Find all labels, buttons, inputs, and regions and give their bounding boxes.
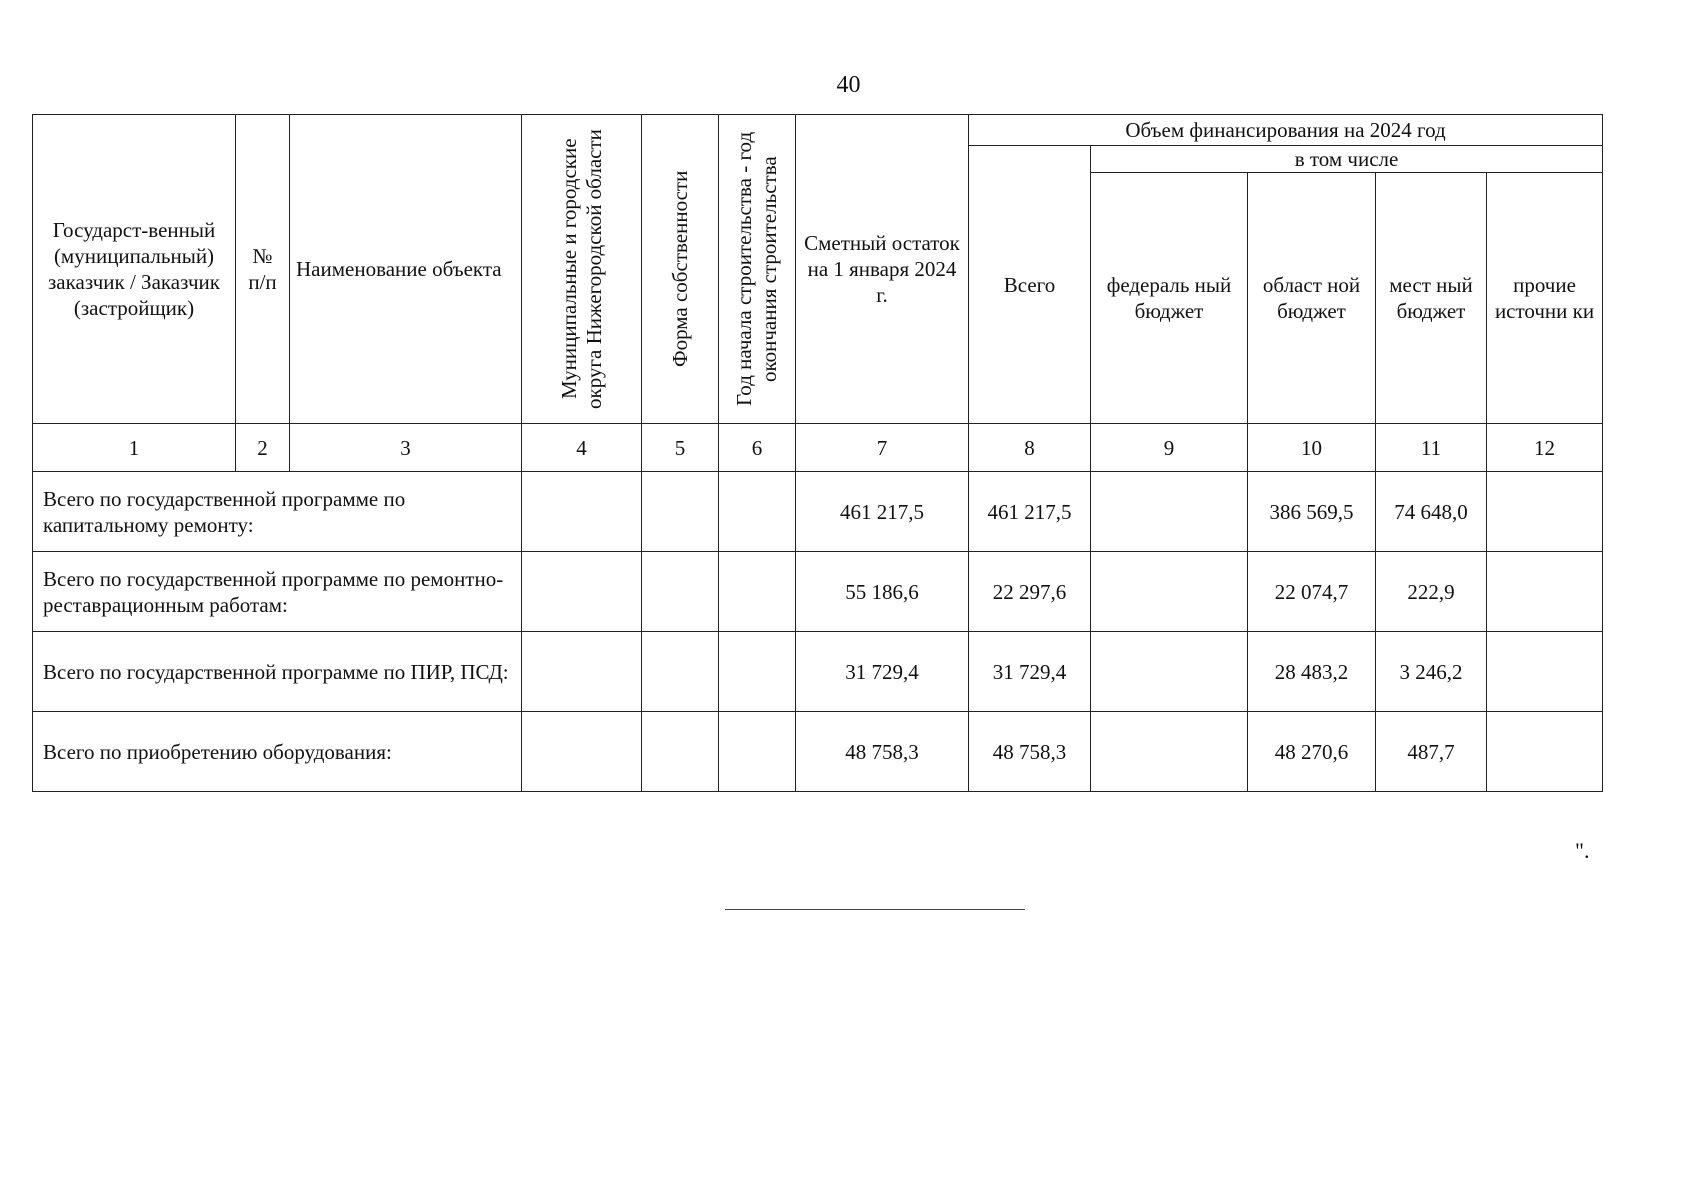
table-row <box>33 552 1603 632</box>
header-customer: Государст-венный (муниципальный) заказчик / Заказчик (застройщик) <box>33 115 236 424</box>
row-label: Всего по государственной программе по ремонтно-реставрационным работам: <box>33 552 522 632</box>
column-number: 4 <box>522 424 642 472</box>
header-including: в том числе <box>1091 146 1603 173</box>
row-ownership-cell <box>642 552 719 632</box>
row-other <box>1487 552 1603 632</box>
row-total: 31 729,4 <box>969 632 1091 712</box>
row-ownership-cell <box>642 632 719 712</box>
row-local: 74 648,0 <box>1376 472 1487 552</box>
header-object-name: Наименование объекта <box>290 115 522 424</box>
row-ownership-cell <box>642 712 719 792</box>
header-federal: федераль ный бюджет <box>1091 173 1248 424</box>
row-regional: 22 074,7 <box>1248 552 1376 632</box>
column-number: 10 <box>1248 424 1376 472</box>
header-years: Год начала строительства - год окончания строительства <box>732 132 781 407</box>
column-number-row <box>33 424 1603 472</box>
row-federal <box>1091 472 1248 552</box>
header-local: мест ный бюджет <box>1376 173 1487 424</box>
column-number: 9 <box>1091 424 1248 472</box>
row-local: 3 246,2 <box>1376 632 1487 712</box>
header-municipalities: Муниципальные и городские округа Нижегородской области <box>556 129 606 410</box>
header-years-cell <box>719 115 796 424</box>
row-federal <box>1091 712 1248 792</box>
row-label: Всего по приобретению оборудования: <box>33 712 522 792</box>
header-other: прочие источни ки <box>1487 173 1603 424</box>
column-number: 5 <box>642 424 719 472</box>
row-estimate: 55 186,6 <box>796 552 969 632</box>
row-regional: 386 569,5 <box>1248 472 1376 552</box>
row-local: 222,9 <box>1376 552 1487 632</box>
column-number: 12 <box>1487 424 1603 472</box>
row-municipality-cell <box>522 552 642 632</box>
column-number: 7 <box>796 424 969 472</box>
header-municipalities-cell <box>522 115 642 424</box>
header-ownership: Форма собственности <box>667 170 692 368</box>
column-number: 3 <box>290 424 522 472</box>
column-number: 2 <box>236 424 290 472</box>
table-row <box>33 632 1603 712</box>
row-estimate: 461 217,5 <box>796 472 969 552</box>
row-local: 487,7 <box>1376 712 1487 792</box>
row-estimate: 31 729,4 <box>796 632 969 712</box>
row-total: 461 217,5 <box>969 472 1091 552</box>
table-row <box>33 712 1603 792</box>
row-label: Всего по государственной программе по ПИР, ПСД: <box>33 632 522 712</box>
header-regional: област ной бюджет <box>1248 173 1376 424</box>
column-number: 11 <box>1376 424 1487 472</box>
financing-table <box>32 114 1603 792</box>
row-other <box>1487 472 1603 552</box>
header-ownership-cell <box>642 115 719 424</box>
header-number: № п/п <box>236 115 290 424</box>
header-financing-group: Объем финансирования на 2024 год <box>969 115 1603 146</box>
column-number: 8 <box>969 424 1091 472</box>
row-regional: 48 270,6 <box>1248 712 1376 792</box>
row-total: 22 297,6 <box>969 552 1091 632</box>
row-federal <box>1091 632 1248 712</box>
row-total: 48 758,3 <box>969 712 1091 792</box>
row-estimate: 48 758,3 <box>796 712 969 792</box>
row-federal <box>1091 552 1248 632</box>
row-ownership-cell <box>642 472 719 552</box>
row-years-cell <box>719 632 796 712</box>
row-label: Всего по государственной программе по капитальному ремонту: <box>33 472 522 552</box>
row-municipality-cell <box>522 472 642 552</box>
footer-divider <box>725 909 1025 910</box>
column-number: 6 <box>719 424 796 472</box>
row-municipality-cell <box>522 712 642 792</box>
row-years-cell <box>719 472 796 552</box>
column-number: 1 <box>33 424 236 472</box>
header-total: Всего <box>969 146 1091 424</box>
table-row <box>33 472 1603 552</box>
row-other <box>1487 632 1603 712</box>
row-municipality-cell <box>522 632 642 712</box>
closing-quote: ". <box>1575 838 1590 863</box>
row-regional: 28 483,2 <box>1248 632 1376 712</box>
page-number: 40 <box>836 72 861 98</box>
row-years-cell <box>719 552 796 632</box>
row-other <box>1487 712 1603 792</box>
header-estimate-remainder: Сметный остаток на 1 января 2024 г. <box>796 115 969 424</box>
row-years-cell <box>719 712 796 792</box>
